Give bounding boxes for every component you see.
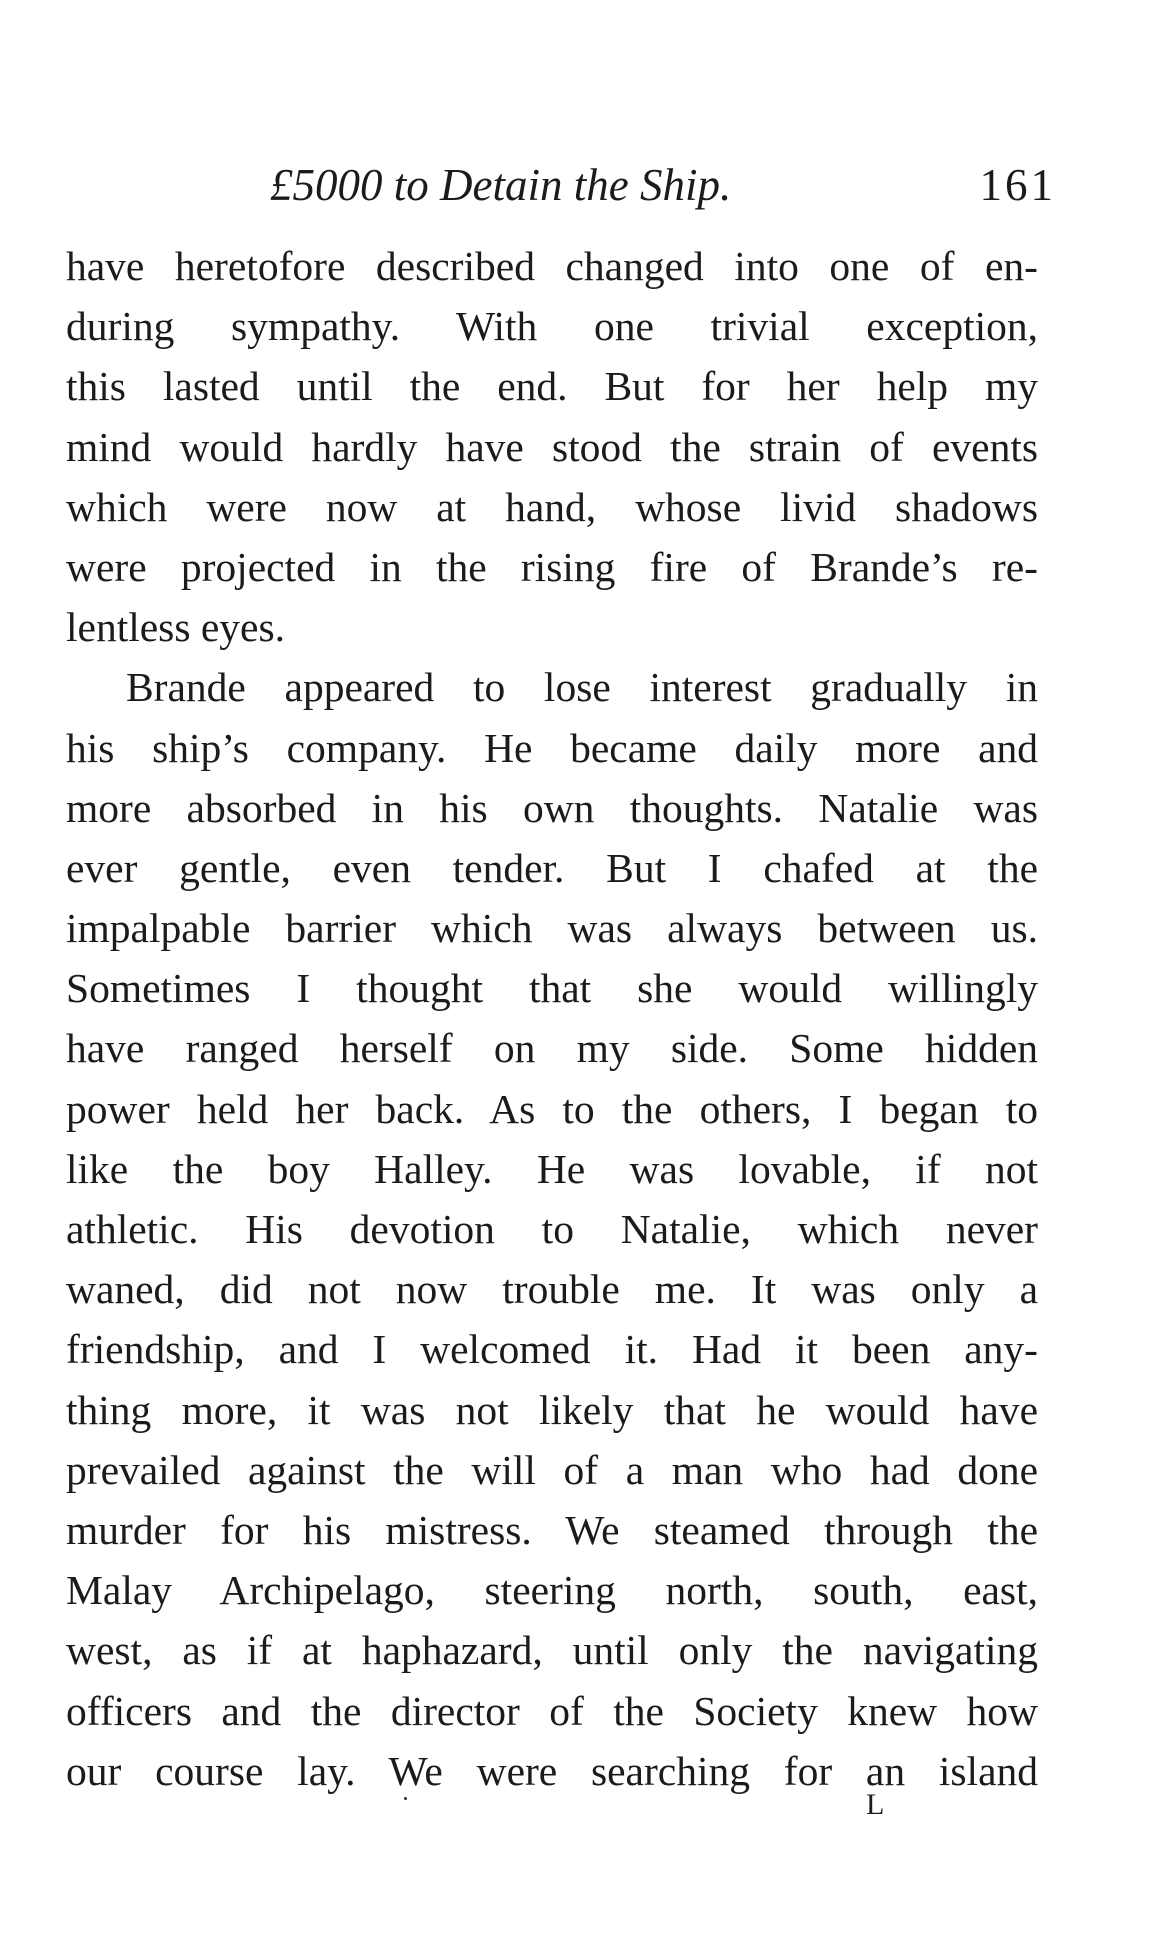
text-line: officers and the director of the Society knew how: [66, 1687, 1038, 1734]
running-title: £5000 to Detain the Ship.: [270, 160, 732, 210]
text-line: Sometimes I thought that she would willingly: [66, 965, 1038, 1012]
text-line: murder for his mistress. We steamed through the: [66, 1506, 1038, 1553]
text-line: mind would hardly have stood the strain of events: [66, 423, 1038, 470]
page-number: 161: [979, 160, 1056, 210]
text-line: which were now at hand, whose livid shadows: [66, 483, 1038, 530]
text-line: his ship’s company. He became daily more and: [66, 724, 1038, 771]
text-line: during sympathy. With one trivial exception,: [66, 303, 1038, 350]
print-speck: [404, 1797, 407, 1800]
text-line: west, as if at haphazard, until only the navigating: [66, 1627, 1038, 1674]
text-line: have ranged herself on my side. Some hidden: [66, 1025, 1038, 1072]
signature-mark: L: [866, 1788, 886, 1821]
text-line: athletic. His devotion to Natalie, which never: [66, 1206, 1038, 1252]
text-line: like the boy Halley. He was lovable, if not: [66, 1145, 1038, 1192]
text-line: impalpable barrier which was always between us.: [66, 905, 1038, 952]
text-line: friendship, and I welcomed it. Had it been any-: [66, 1326, 1038, 1373]
text-line: were projected in the rising fire of Brande’s re-: [66, 543, 1038, 590]
text-line: prevailed against the will of a man who had done: [66, 1446, 1038, 1493]
text-line: waned, did not now trouble me. It was only a: [66, 1266, 1038, 1313]
text-line: ever gentle, even tender. But I chafed at the: [66, 844, 1038, 891]
text-line: Malay Archipelago, steering north, south, east,: [66, 1567, 1038, 1614]
text-line: lentless eyes.: [66, 604, 285, 651]
text-line: thing more, it was not likely that he would have: [66, 1386, 1038, 1433]
text-line: have heretofore described changed into one of en-: [66, 243, 1038, 289]
body-text: [66, 236, 1038, 1801]
text-line: this lasted until the end. But for her help my: [66, 363, 1038, 410]
text-line: more absorbed in his own thoughts. Natalie was: [66, 784, 1038, 831]
running-head: [270, 150, 1056, 220]
text-line: our course lay. We were searching for an island: [66, 1747, 1038, 1794]
text-line: power held her back. As to the others, I began to: [66, 1085, 1038, 1132]
text-line: Brande appeared to lose interest gradually in: [126, 664, 1038, 711]
